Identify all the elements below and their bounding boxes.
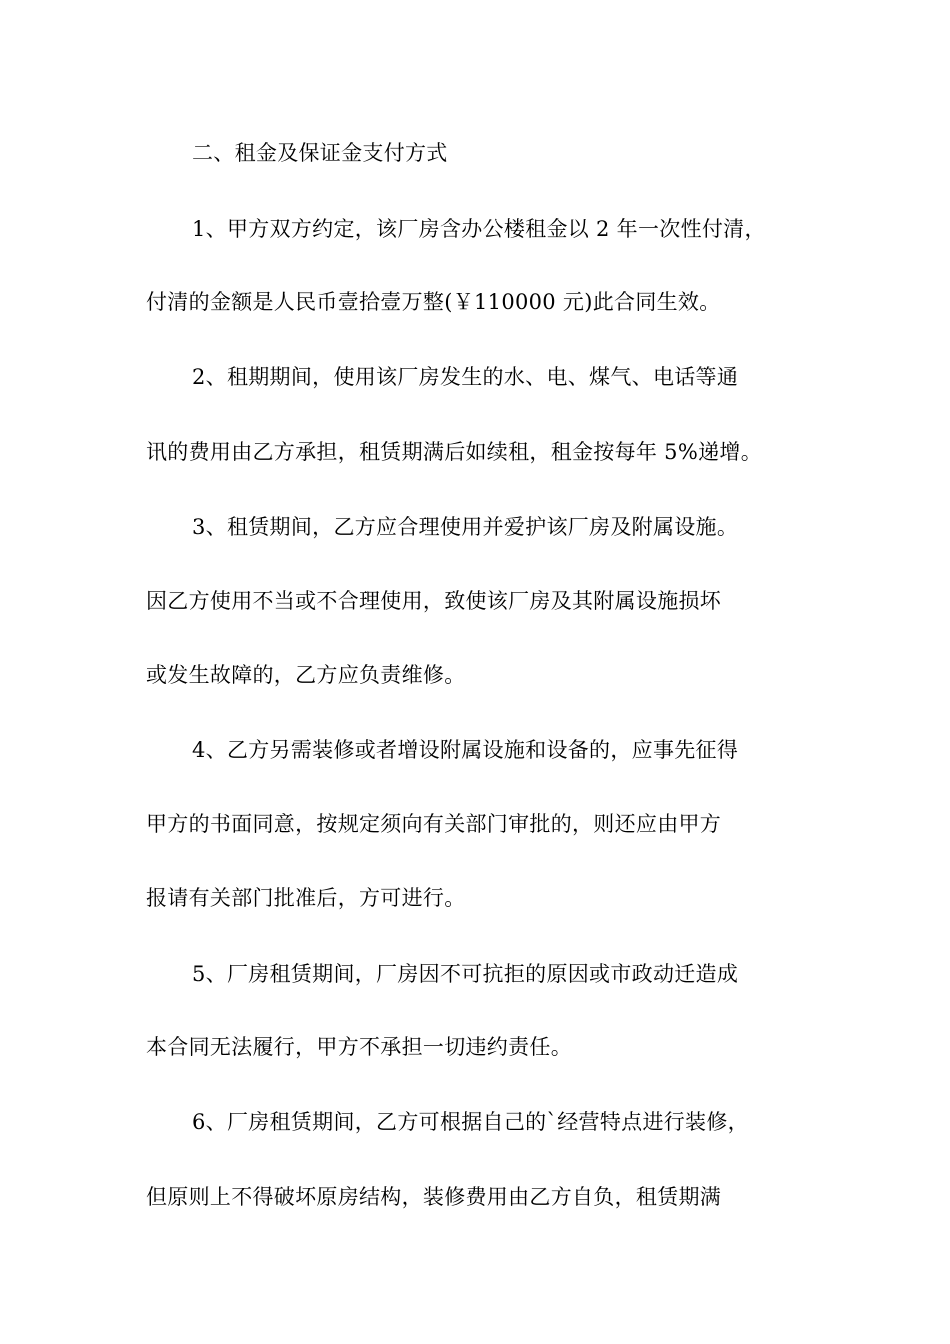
clause-5-line-2: 本合同无法履行，甲方不承担一切违约责任。: [146, 1035, 572, 1059]
clause-4-line-2: 甲方的书面同意，按规定须向有关部门审批的，则还应由甲方: [146, 812, 722, 836]
clause-4-line-1: 4、乙方另需装修或者增设附属设施和设备的，应事先征得: [192, 738, 739, 762]
clause-1-line-1: 1、甲方双方约定，该厂房含办公楼租金以 2 年一次性付清，: [192, 217, 766, 241]
clause-6-line-1: 6、厂房租赁期间，乙方可根据自己的`经营特点进行装修，: [192, 1110, 749, 1134]
clause-2-line-2: 讯的费用由乙方承担，租赁期满后如续租，租金按每年 5%递增。: [146, 440, 762, 464]
clause-6-line-2: 但原则上不得破坏原房结构，装修费用由乙方自负，租赁期满: [146, 1185, 722, 1209]
clause-2-line-1: 2、租期期间，使用该厂房发生的水、电、煤气、电话等通: [192, 365, 739, 389]
clause-1-line-2: 付清的金额是人民币壹拾壹万整(￥110000 元)此合同生效。: [146, 290, 721, 314]
clause-5-line-1: 5、厂房租赁期间，厂房因不可抗拒的原因或市政动迁造成: [192, 962, 739, 986]
clause-4-line-3: 报请有关部门批准后，方可进行。: [146, 886, 466, 910]
section-heading: 二、租金及保证金支付方式: [192, 141, 448, 165]
clause-3-line-2: 因乙方使用不当或不合理使用，致使该厂房及其附属设施损坏: [146, 589, 722, 613]
clause-3-line-1: 3、租赁期间，乙方应合理使用并爱护该厂房及附属设施。: [192, 515, 739, 539]
clause-3-line-3: 或发生故障的，乙方应负责维修。: [146, 663, 466, 687]
